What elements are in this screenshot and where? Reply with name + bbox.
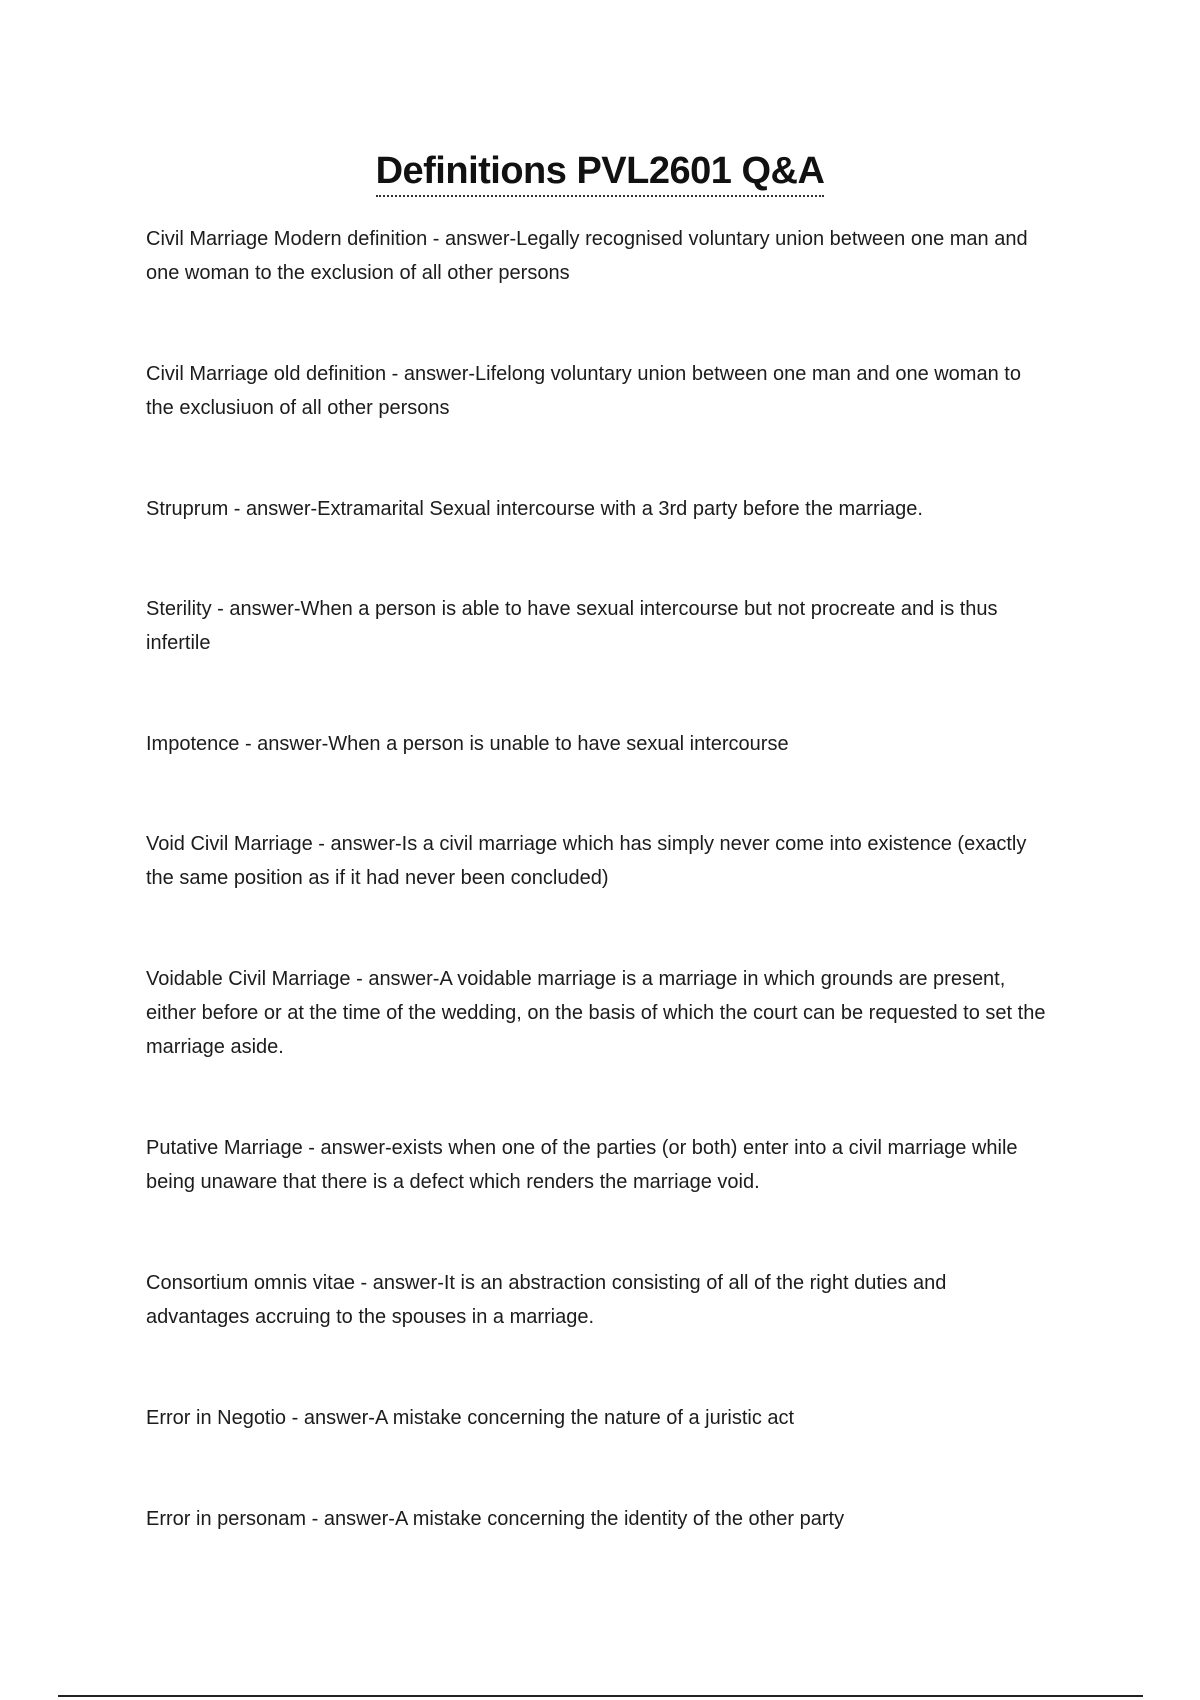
- definition-text: Sterility - answer-When a person is able to have sexual intercourse but not procreate and is thus infertile: [146, 598, 998, 654]
- definition-text: Putative Marriage - answer-exists when one of the parties (or both) enter into a civil marriage while being unaware that there is a defect which renders the marriage void.: [146, 1137, 1018, 1193]
- definition-text: Civil Marriage old definition - answer-Lifelong voluntary union between one man and one woman to the exclusiuon of all other persons: [146, 363, 1021, 419]
- definition-entry: [146, 962, 1051, 1064]
- definition-entry: [146, 1131, 1051, 1199]
- definition-text: Struprum - answer-Extramarital Sexual intercourse with a 3rd party before the marriage.: [146, 498, 923, 520]
- definition-entry: [146, 492, 923, 526]
- definition-text: Consortium omnis vitae - answer-It is an abstraction consisting of all of the right duties and advantages accruing to the spouses in a marriage.: [146, 1272, 947, 1328]
- definition-entry: [146, 1502, 844, 1536]
- title-container: [0, 150, 1200, 197]
- definition-entry: [146, 592, 1051, 660]
- definition-entry: [146, 727, 789, 761]
- definition-entry: [146, 357, 1051, 425]
- definition-text: Impotence - answer-When a person is unable to have sexual intercourse: [146, 733, 789, 755]
- definition-text: Civil Marriage Modern definition - answer-Legally recognised voluntary union between one man and one woman to the exclusion of all other persons: [146, 228, 1028, 284]
- definition-text: Error in personam - answer-A mistake concerning the identity of the other party: [146, 1508, 845, 1530]
- definition-entry: [146, 1266, 1051, 1334]
- definition-entry: [146, 827, 1051, 895]
- page-title: Definitions PVL2601 Q&A: [376, 150, 825, 197]
- footer-divider: [58, 1695, 1143, 1697]
- definition-text: Voidable Civil Marriage - answer-A voidable marriage is a marriage in which grounds are present, either before or at the time of the wedding, on the basis of which the court can be requested to set the marriage aside.: [146, 968, 1046, 1058]
- definition-entry: [146, 222, 1051, 290]
- definition-entry: [146, 1401, 794, 1435]
- definition-text: Error in Negotio - answer-A mistake concerning the nature of a juristic act: [146, 1407, 795, 1429]
- definition-text: Void Civil Marriage - answer-Is a civil marriage which has simply never come into existence (exactly the same position as if it had never been concluded): [146, 833, 1027, 889]
